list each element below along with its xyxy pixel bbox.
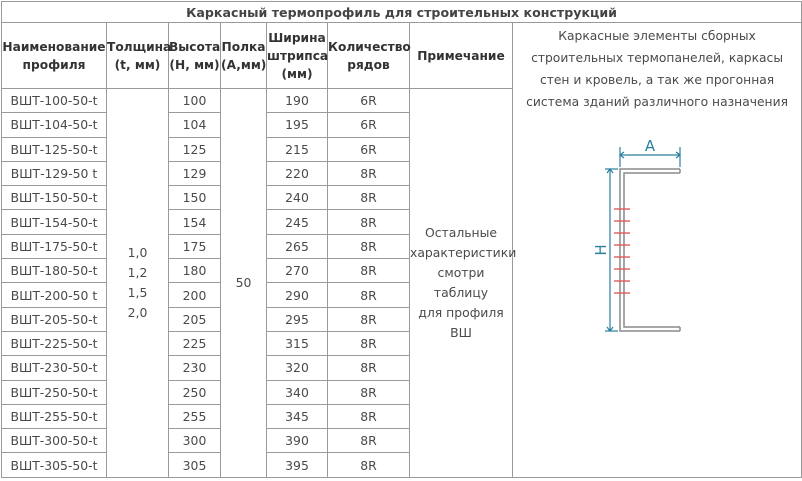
cell-rows-count: 8R bbox=[328, 186, 410, 210]
cell-strip-width: 220 bbox=[267, 161, 328, 185]
cell-height: 250 bbox=[169, 380, 221, 404]
header-strip-width: Ширина штрипса (мм) bbox=[267, 23, 328, 89]
cell-profile-name: ВШТ-104-50-t bbox=[2, 113, 107, 137]
cell-profile-name: ВШТ-300-50-t bbox=[2, 429, 107, 453]
thickness-value: 1,2 bbox=[127, 264, 148, 280]
cell-rows-count: 8R bbox=[328, 380, 410, 404]
note-line: Остальные bbox=[424, 224, 498, 240]
cell-strip-width: 320 bbox=[267, 356, 328, 380]
header-thickness: Толщина (t, мм) bbox=[107, 23, 169, 89]
cell-profile-name: ВШТ-200-50 t bbox=[2, 283, 107, 307]
description-cell bbox=[513, 23, 802, 478]
cell-height: 180 bbox=[169, 259, 221, 283]
cell-height: 230 bbox=[169, 356, 221, 380]
cell-profile-name: ВШТ-250-50-t bbox=[2, 380, 107, 404]
thickness-value: 2,0 bbox=[127, 304, 148, 320]
header-rows-count: Количество рядов bbox=[328, 23, 410, 89]
note-line: таблицу bbox=[433, 284, 489, 300]
cell-strip-width: 270 bbox=[267, 259, 328, 283]
cell-strip-width: 190 bbox=[267, 89, 328, 113]
note-line: для профиля bbox=[418, 304, 504, 320]
description-text: Каркасные элементы сборных строительных термопанелей, каркасы стен и кровель, а так же прогонная система зданий различного назначения bbox=[526, 29, 788, 109]
cell-height: 205 bbox=[169, 307, 221, 331]
c-profile-shape bbox=[620, 169, 680, 331]
header-name: Наименование профиля bbox=[2, 23, 107, 89]
cell-rows-count: 6R bbox=[328, 113, 410, 137]
table-title: Каркасный термопрофиль для строительных конструкций bbox=[2, 2, 802, 23]
cell-strip-width: 290 bbox=[267, 283, 328, 307]
cell-height: 305 bbox=[169, 453, 221, 477]
cell-profile-name: ВШТ-305-50-t bbox=[2, 453, 107, 477]
profile-diagram bbox=[592, 137, 712, 353]
cell-strip-width: 265 bbox=[267, 234, 328, 258]
cell-rows-count: 6R bbox=[328, 137, 410, 161]
cell-profile-name: ВШТ-100-50-t bbox=[2, 89, 107, 113]
cell-strip-width: 245 bbox=[267, 210, 328, 234]
cell-profile-name: ВШТ-125-50-t bbox=[2, 137, 107, 161]
cell-rows-count: 8R bbox=[328, 259, 410, 283]
note-line: характеристики bbox=[410, 244, 517, 260]
thickness-value: 1,5 bbox=[127, 284, 148, 300]
cell-rows-count: 8R bbox=[328, 161, 410, 185]
dimension-a-label: A bbox=[644, 137, 656, 155]
cell-profile-name: ВШТ-225-50-t bbox=[2, 331, 107, 355]
cell-rows-count: 6R bbox=[328, 89, 410, 113]
cell-strip-width: 390 bbox=[267, 429, 328, 453]
cell-note bbox=[410, 89, 517, 478]
cell-height: 125 bbox=[169, 137, 221, 161]
cell-rows-count: 8R bbox=[328, 210, 410, 234]
cell-profile-name: ВШТ-129-50 t bbox=[2, 161, 107, 185]
cell-rows-count: 8R bbox=[328, 429, 410, 453]
cell-height: 255 bbox=[169, 404, 221, 428]
cell-height: 300 bbox=[169, 429, 221, 453]
cell-profile-name: ВШТ-175-50-t bbox=[2, 234, 107, 258]
header-height: Высота (H, мм) bbox=[169, 23, 221, 89]
cell-rows-count: 8R bbox=[328, 404, 410, 428]
cell-strip-width: 340 bbox=[267, 380, 328, 404]
perforation-marks bbox=[614, 209, 630, 293]
cell-rows-count: 8R bbox=[328, 453, 410, 477]
header-note: Примечание bbox=[410, 23, 513, 89]
cell-profile-name: ВШТ-180-50-t bbox=[2, 259, 107, 283]
cell-height: 150 bbox=[169, 186, 221, 210]
header-shelf: Полка (A,мм) bbox=[221, 23, 267, 89]
cell-strip-width: 315 bbox=[267, 331, 328, 355]
cell-rows-count: 8R bbox=[328, 234, 410, 258]
cell-rows-count: 8R bbox=[328, 307, 410, 331]
cell-thickness-values bbox=[107, 89, 169, 478]
cell-height: 225 bbox=[169, 331, 221, 355]
cell-strip-width: 345 bbox=[267, 404, 328, 428]
thickness-value: 1,0 bbox=[127, 244, 148, 260]
cell-height: 100 bbox=[169, 89, 221, 113]
note-line: ВШ bbox=[450, 324, 472, 340]
cell-profile-name: ВШТ-205-50-t bbox=[2, 307, 107, 331]
dimension-h-label: H bbox=[592, 244, 611, 256]
note-line: смотри bbox=[437, 264, 485, 280]
cell-height: 175 bbox=[169, 234, 221, 258]
cell-height: 200 bbox=[169, 283, 221, 307]
cell-rows-count: 8R bbox=[328, 283, 410, 307]
cell-height: 129 bbox=[169, 161, 221, 185]
cell-strip-width: 295 bbox=[267, 307, 328, 331]
cell-shelf-value: 50 bbox=[221, 89, 267, 478]
cell-height: 154 bbox=[169, 210, 221, 234]
cell-profile-name: ВШТ-154-50-t bbox=[2, 210, 107, 234]
cell-strip-width: 395 bbox=[267, 453, 328, 477]
cell-strip-width: 240 bbox=[267, 186, 328, 210]
cell-rows-count: 8R bbox=[328, 331, 410, 355]
cell-rows-count: 8R bbox=[328, 356, 410, 380]
cell-strip-width: 215 bbox=[267, 137, 328, 161]
cell-profile-name: ВШТ-255-50-t bbox=[2, 404, 107, 428]
profile-table bbox=[1, 1, 802, 478]
cell-height: 104 bbox=[169, 113, 221, 137]
cell-strip-width: 195 bbox=[267, 113, 328, 137]
cell-profile-name: ВШТ-230-50-t bbox=[2, 356, 107, 380]
cell-profile-name: ВШТ-150-50-t bbox=[2, 186, 107, 210]
